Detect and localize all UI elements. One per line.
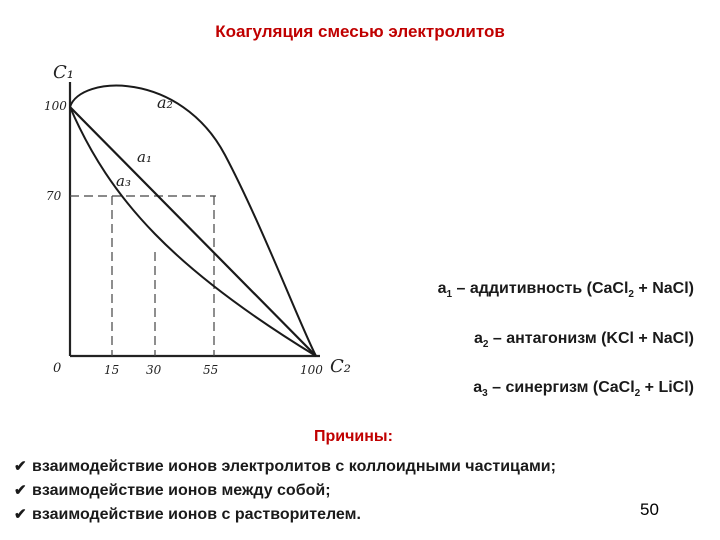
checkmark-icon: ✔ (14, 506, 27, 523)
legend-a1 (438, 280, 694, 300)
y-tick-70: 70 (46, 189, 62, 203)
legend-a3-subscript: 2 (634, 388, 641, 400)
legend-a1-tail: + NaCl) (633, 280, 694, 297)
legend-a3-symbol: a (473, 379, 483, 396)
reasons-list (14, 455, 556, 527)
x-tick-55: 55 (203, 363, 219, 377)
legend-a3 (473, 379, 694, 399)
checkmark-icon: ✔ (14, 482, 27, 499)
legend-a2-index: 2 (482, 339, 489, 351)
x-tick-30: 30 (146, 363, 162, 377)
curve-a2-antagonism (70, 86, 316, 356)
legend-a1-subscript: 2 (628, 289, 634, 301)
curve-label-a1: a₁ (137, 148, 152, 166)
legend-a1-index: 1 (446, 289, 453, 301)
legend-a1-text: – аддитивность (CaCl (452, 280, 629, 297)
reason-text: взаимодействие ионов с растворителем. (32, 506, 361, 523)
x-axis-label: C₂ (330, 356, 351, 377)
reason-text: взаимодействие ионов между собой; (32, 482, 331, 499)
checkmark-icon: ✔ (14, 458, 27, 475)
x-tick-100: 100 (300, 363, 323, 377)
legend-a2 (474, 330, 694, 350)
legend-a1-symbol: a (437, 280, 447, 297)
curve-a1-additivity (70, 107, 316, 356)
legend-a3-tail: + LiCl) (640, 379, 694, 396)
slide-title: Коагуляция смесью электролитов (215, 22, 505, 41)
legend-a2-symbol: a (473, 330, 483, 347)
origin-label: 0 (53, 361, 62, 376)
list-item (14, 479, 556, 503)
y-axis-label: C₁ (53, 62, 74, 83)
x-tick-15: 15 (104, 363, 120, 377)
curve-label-a3: a₃ (116, 172, 131, 190)
curve-label-a2: a₂ (157, 93, 173, 112)
legend-a3-index: 3 (482, 388, 488, 400)
legend-a2-text: – антагонизм (KCl + NaCl) (488, 330, 694, 347)
reason-text: взаимодействие ионов электролитов с коллоидными частицами; (32, 458, 556, 475)
legend-a3-text: – синергизм (CaCl (487, 379, 635, 396)
list-item (14, 455, 556, 479)
reasons-title: Причины: (314, 428, 393, 445)
page-number: 50 (640, 500, 659, 519)
y-tick-100: 100 (44, 99, 67, 113)
list-item (14, 503, 556, 527)
